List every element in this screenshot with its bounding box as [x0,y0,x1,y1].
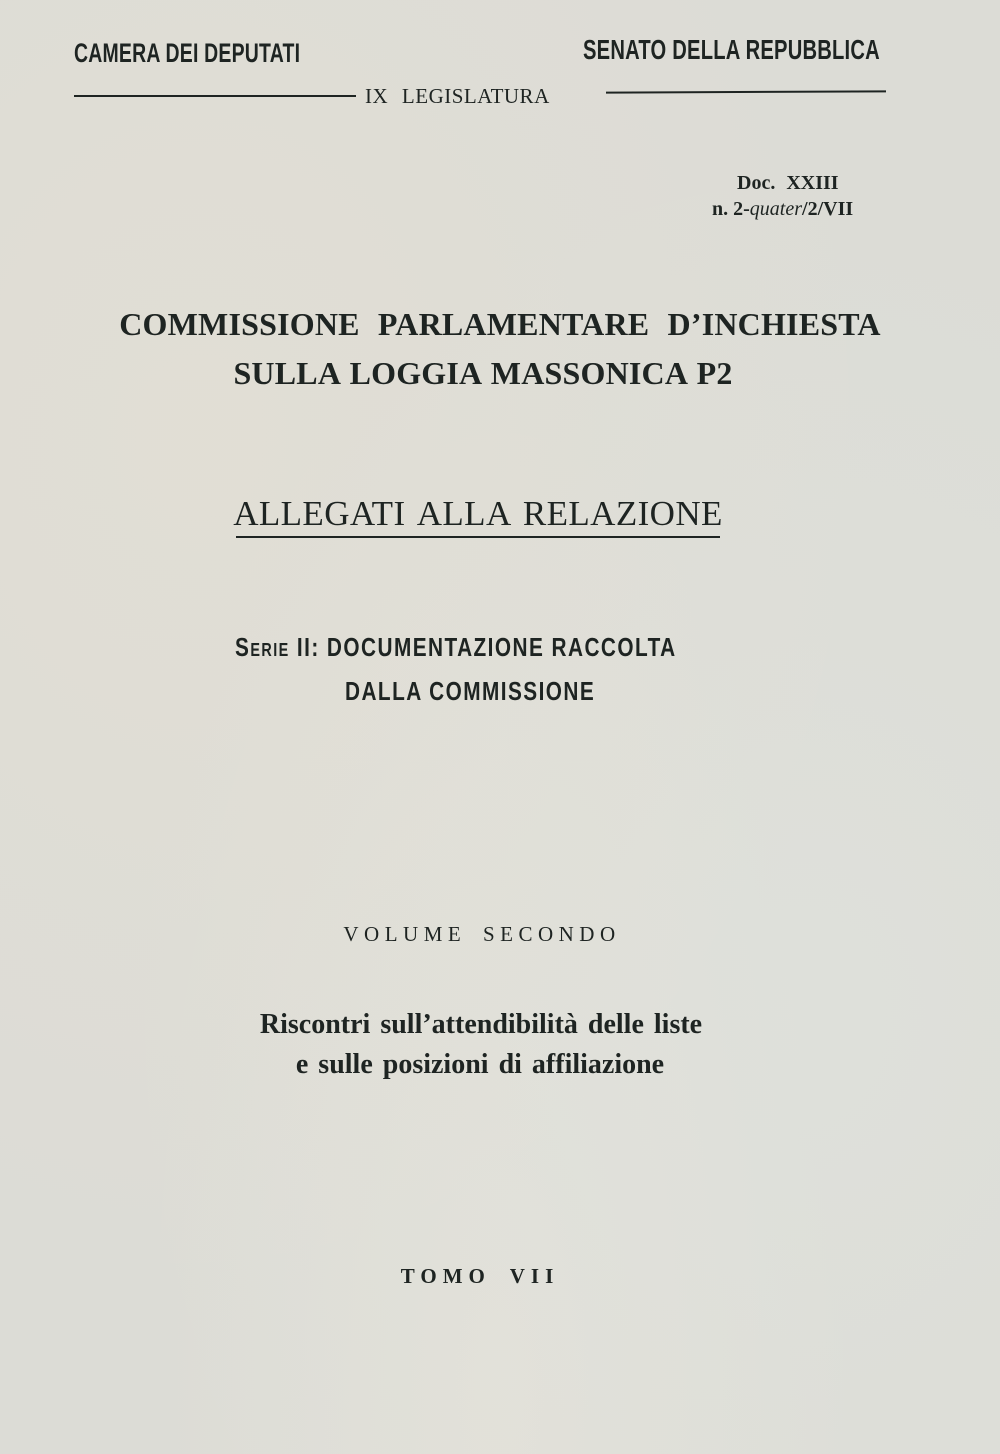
series-line2: DALLA COMMISSIONE [345,676,596,706]
subtitle-line1: Riscontri sull’attendibilità delle liste [259,1009,703,1040]
volume-label: VOLUME SECONDO [343,922,621,946]
legislature-label: IX LEGISLATURA [365,84,550,108]
series-prefix: Serie [235,632,290,662]
header-rule-right [606,90,886,93]
doc-reference-italic: quater [749,198,803,220]
doc-reference-line1: Doc. XXIII [737,172,839,194]
series-line1 [235,632,677,663]
series-title-line1: II: DOCUMENTAZIONE RACCOLTA [296,632,677,662]
doc-reference-suffix: /2/VII [802,198,854,220]
commission-title-line2: SULLA LOGGIA MASSONICA P2 [233,355,733,391]
section-title-underline [236,536,720,538]
header-right-institution: SENATO DELLA REPUBBLICA [583,34,880,65]
doc-reference-number-prefix: n. 2- [712,198,750,220]
subtitle-line2: e sulle posizioni di affiliazione [295,1049,665,1080]
section-title: ALLEGATI ALLA RELAZIONE [233,494,723,533]
doc-reference-line2 [712,198,853,221]
commission-title-line1: COMMISSIONE PARLAMENTARE D’INCHIESTA [119,306,881,342]
header-left-institution: CAMERA DEI DEPUTATI [74,38,301,68]
tome-label: TOMO VII [400,1264,560,1288]
header-rule-left [74,95,356,97]
